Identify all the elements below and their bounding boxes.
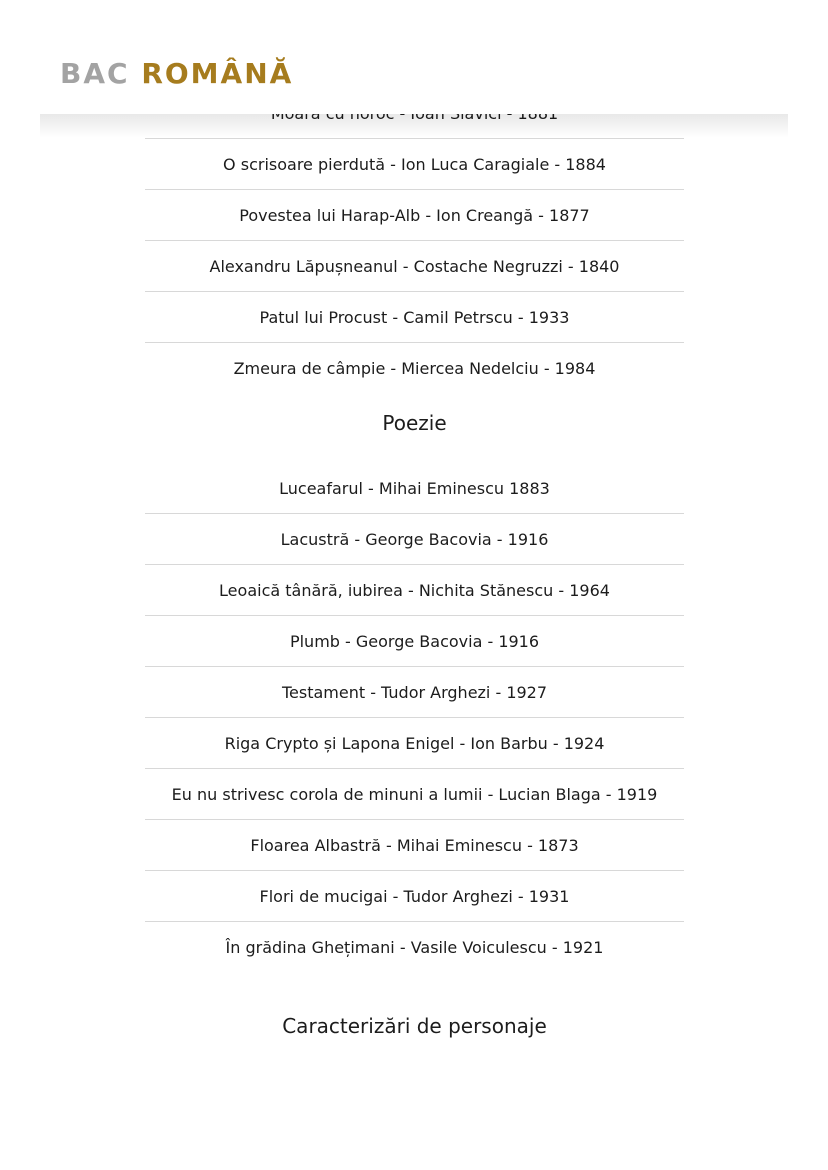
work-link[interactable]: Alexandru Lăpușneanul - Costache Negruzzi - 1840 xyxy=(209,256,620,276)
work-link[interactable]: Leoaică tânără, iubirea - Nichita Stănescu - 1964 xyxy=(219,580,610,600)
list-item[interactable] xyxy=(145,718,684,769)
list-item[interactable] xyxy=(145,190,684,241)
work-link[interactable]: Flori de mucigai - Tudor Arghezi - 1931 xyxy=(259,886,570,906)
work-link[interactable]: Testament - Tudor Arghezi - 1927 xyxy=(281,682,548,702)
list-item[interactable] xyxy=(145,343,684,393)
work-link[interactable]: Patul lui Procust - Camil Petrscu - 1933 xyxy=(259,307,570,327)
site-header xyxy=(0,0,828,114)
header-shadow xyxy=(40,114,788,138)
section-title-caracterizari: Caracterizări de personaje xyxy=(282,1014,547,1038)
work-link[interactable]: Eu nu strivesc corola de minuni a lumii - Lucian Blaga - 1919 xyxy=(171,784,658,804)
work-link[interactable]: Povestea lui Harap-Alb - Ion Creangă - 1877 xyxy=(239,205,590,225)
list-item[interactable] xyxy=(145,667,684,718)
work-link[interactable]: În grădina Ghețimani - Vasile Voiculescu - 1921 xyxy=(225,937,604,957)
list-item[interactable] xyxy=(145,139,684,190)
list-item[interactable] xyxy=(145,922,684,972)
work-link[interactable]: Zmeura de câmpie - Miercea Nedelciu - 1984 xyxy=(233,358,596,378)
list-item[interactable] xyxy=(145,565,684,616)
list-item[interactable] xyxy=(145,616,684,667)
work-link[interactable]: Luceafarul - Mihai Eminescu 1883 xyxy=(279,478,550,498)
list-item[interactable] xyxy=(145,871,684,922)
logo-bac-text: BAC xyxy=(60,57,130,90)
work-link[interactable]: Lacustră - George Bacovia - 1916 xyxy=(280,529,549,549)
list-item[interactable] xyxy=(145,463,684,514)
section-title-poezie: Poezie xyxy=(382,411,447,435)
list-item[interactable] xyxy=(145,241,684,292)
site-logo[interactable] xyxy=(60,56,293,92)
work-link[interactable]: Plumb - George Bacovia - 1916 xyxy=(289,631,540,651)
work-link[interactable]: Riga Crypto și Lapona Enigel - Ion Barbu - 1924 xyxy=(224,733,605,753)
works-list xyxy=(145,88,684,1058)
work-link[interactable]: Floarea Albastră - Mihai Eminescu - 1873 xyxy=(250,835,579,855)
list-item[interactable] xyxy=(145,820,684,871)
list-item[interactable] xyxy=(145,292,684,343)
logo-romana-text: ROMÂNĂ xyxy=(141,57,294,90)
work-link[interactable]: O scrisoare pierdută - Ion Luca Caragiale - 1884 xyxy=(223,154,606,174)
list-item[interactable] xyxy=(145,514,684,565)
list-item[interactable] xyxy=(145,769,684,820)
